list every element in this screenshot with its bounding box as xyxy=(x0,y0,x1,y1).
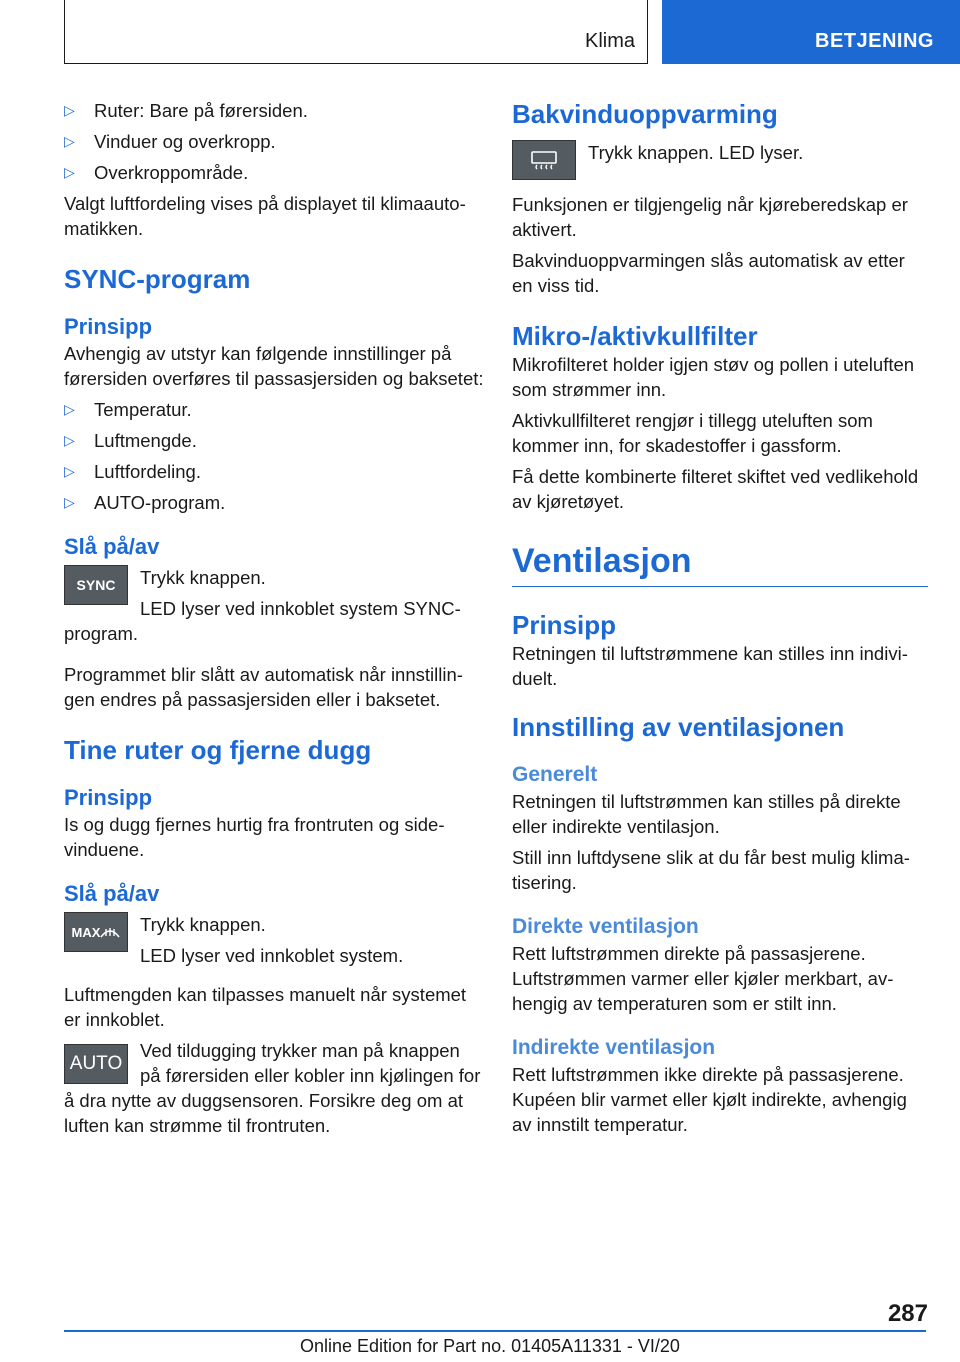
paragraph: Is og dugg fjernes hurtig fra frontruten og sidevinduene. xyxy=(64,814,445,860)
paragraph: Mikrofilteret holder igjen støv og pollen i uteluften som strømmer inn. xyxy=(512,354,915,400)
chapter-heading-rule xyxy=(512,540,928,587)
auto-button-icon: AUTO xyxy=(64,1044,128,1084)
section-title-rear-heating: Bakvinduoppvarming xyxy=(512,99,778,129)
header-chapter-title: BETJENING xyxy=(815,30,934,52)
paragraph: Ved tildugging trykker man på knappen på førersiden eller kobler inn kjølingen for å dra nytte av duggsensoren. Forsikre deg om at luften kan strømme til frontruten. xyxy=(64,1040,481,1136)
header-chapter-tab xyxy=(662,0,960,64)
subsection-title: Slå på/av xyxy=(64,881,160,906)
header-section-box xyxy=(64,0,648,64)
subsection-title: Slå på/av xyxy=(64,534,160,559)
footer-edition: Online Edition for Part no. 01405A11331 - VI/20 xyxy=(300,1336,680,1356)
paragraph: Få dette kombinerte filteret skiftet ved vedlikehold av kjøretøyet. xyxy=(512,466,919,512)
paragraph: Trykk knappen. LED lyser. xyxy=(588,142,804,163)
paragraph: Bakvinduoppvarmingen slås automatisk av etter en viss tid. xyxy=(512,250,905,296)
subsection-title: Prinsipp xyxy=(64,785,153,810)
paragraph: Trykk knappen. xyxy=(140,914,266,935)
paragraph: Valgt luftfordeling vises på displayet til klimaautomatikken. xyxy=(64,193,466,239)
paragraph: Avhengig av utstyr kan følgende innstillinger på førersiden overføres til passasjersiden og baksetet: xyxy=(64,343,484,389)
subsection-title: Generelt xyxy=(512,763,598,786)
paragraph: Funksjonen er tilgjengelig når kjøreberedskap er aktivert. xyxy=(512,194,908,240)
paragraph: LED lyser ved innkoblet system. xyxy=(140,945,404,966)
list-item: ▷ Luftmengde. xyxy=(64,428,484,453)
list-item: ▷ Temperatur. xyxy=(64,397,484,422)
rear-window-heating-icon xyxy=(529,149,559,171)
page-number: 287 xyxy=(887,1300,928,1327)
rear-window-heating-button-icon xyxy=(512,140,576,180)
paragraph: Programmet blir slått av automatisk når innstillingen endres på passasjersiden eller i baksetet. xyxy=(64,664,463,710)
windshield-defrost-icon xyxy=(100,923,120,941)
sync-button-icon: SYNC xyxy=(64,565,128,605)
section-title-ventilation-setting: Innstilling av ventilasjonen xyxy=(512,712,845,742)
section-title-sync: SYNC-program xyxy=(64,264,251,294)
paragraph: Still inn luftdysene slik at du får best mulig klimatisering. xyxy=(512,847,910,893)
list-item: ▷ Luftfordeling. xyxy=(64,459,484,484)
list-item: ▷ AUTO-program. xyxy=(64,490,484,515)
max-defrost-button-icon xyxy=(64,912,128,952)
footer-rule xyxy=(64,1330,926,1332)
paragraph: Retningen til luftstrømmene kan stilles inn individuelt. xyxy=(512,643,908,689)
paragraph: Retningen til luftstrømmen kan stilles på direkte eller indirekte ventilasjon. xyxy=(512,791,901,837)
subsection-title: Prinsipp xyxy=(64,314,153,339)
section-title-filter: Mikro-/aktivkullfilter xyxy=(512,321,758,351)
list-item: ▷ Overkroppområde. xyxy=(64,160,484,185)
paragraph: Rett luftstrømmen direkte på passasjerene. Luftstrømmen varmer eller kjøler merkbart, avhengig av temperaturen som er stilt inn. xyxy=(512,943,894,1014)
subsection-title: Indirekte ventilasjon xyxy=(512,1036,716,1059)
header-section-title: Klima xyxy=(584,30,635,52)
subsection-title: Direkte ventilasjon xyxy=(512,915,699,938)
paragraph: Luftmengden kan tilpasses manuelt når systemet er innkoblet. xyxy=(64,984,467,1030)
paragraph: Trykk knappen. xyxy=(140,567,266,588)
list-item: ▷ Vinduer og overkropp. xyxy=(64,129,484,154)
list-item: ▷ Ruter: Bare på førersiden. xyxy=(64,98,484,123)
left-column xyxy=(64,98,484,1144)
section-title-defrost: Tine ruter og fjerne dugg xyxy=(64,735,372,765)
paragraph: Aktivkullfilteret rengjør i tillegg uteluften som kommer inn, for skadestoffer i gassform. xyxy=(512,410,873,456)
subsection-title: Prinsipp xyxy=(512,610,617,640)
right-column xyxy=(512,98,928,1143)
max-button-label: MAX xyxy=(71,924,101,940)
paragraph: Rett luftstrømmen ikke direkte på passasjerene. Kupéen blir varmet eller kjølt indirekte, avhengig av innstilt temperatur. xyxy=(512,1064,907,1135)
chapter-title-ventilation: Ventilasjon xyxy=(512,542,692,580)
paragraph: LED lyser ved innkoblet system SYNC-program. xyxy=(64,598,461,644)
